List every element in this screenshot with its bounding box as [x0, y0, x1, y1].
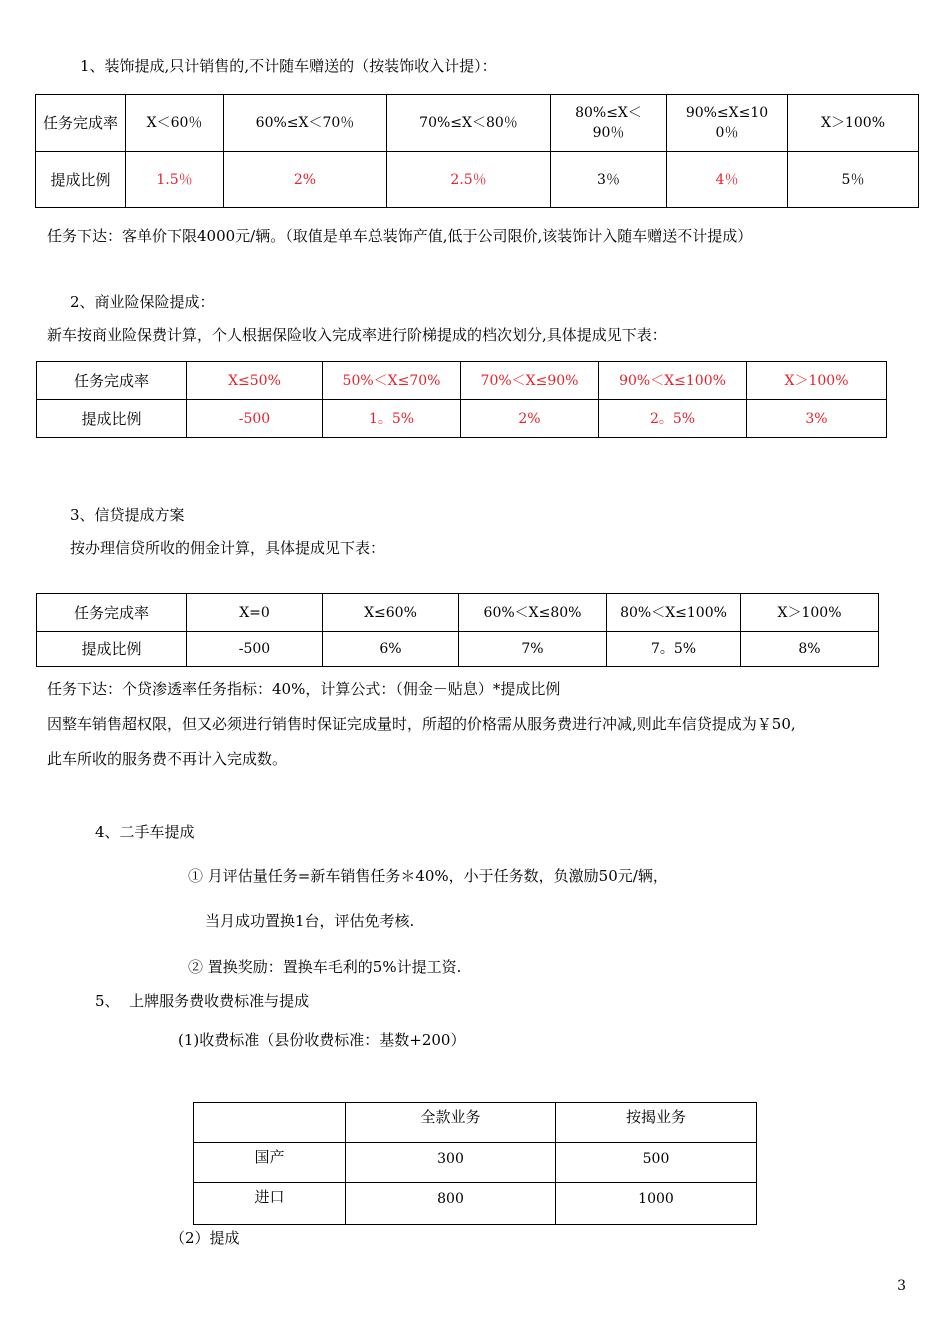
range-cell: X=0: [187, 594, 323, 632]
range-cell: 90%≤X≤100％: [667, 95, 788, 152]
section2-heading: 2、商业险保险提成：: [70, 293, 215, 311]
range-cell: X＞100%: [747, 362, 887, 400]
rate-cell: -500: [187, 400, 323, 438]
row-label-commission-rate: 提成比例: [36, 152, 126, 208]
section1-heading: 1、装饰提成,只计销售的,不计随车赠送的（按装饰收入计提）：: [80, 57, 497, 75]
range-cell: X≤60%: [323, 594, 459, 632]
section3-heading: 3、信贷提成方案: [70, 506, 185, 524]
rate-cell: -500: [187, 632, 323, 667]
rate-cell: 2%: [224, 152, 387, 208]
section5-sub1: (1)收费标准（县份收费标准：基数+200）: [178, 1031, 466, 1049]
section3-note3: 此车所收的服务费不再计入完成数。: [47, 750, 288, 768]
rate-cell: 1.5％: [126, 152, 224, 208]
rate-cell: 4％: [667, 152, 788, 208]
fee-cell: 800: [346, 1183, 556, 1225]
row-label-commission-rate: 提成比例: [37, 632, 187, 667]
row-label-commission-rate: 提成比例: [37, 400, 187, 438]
rate-cell: 8%: [741, 632, 879, 667]
row-label-imported: 进口: [194, 1183, 346, 1225]
section3-note1: 任务下达：个贷渗透率任务指标：40%，计算公式：（佣金－贴息）*提成比例: [47, 680, 561, 698]
section1-note: 任务下达：客单价下限4000元/辆。（取值是单车总装饰产值,低于公司限价,该装饰计入随车赠送不计提成）: [47, 227, 753, 245]
range-cell: 70%≤X＜80％: [387, 95, 551, 152]
section4-heading: 4、二手车提成: [95, 823, 195, 841]
section3-note2: 因整车销售超权限，但又必须进行销售时保证完成量时，所超的价格需从服务费进行冲减,则此车信贷提成为￥50,: [47, 715, 796, 733]
section5-heading: 5、 上牌服务费收费标准与提成: [95, 992, 310, 1010]
section2-intro: 新车按商业险保费计算，个人根据保险收入完成率进行阶梯提成的档次划分,具体提成见下表：: [47, 326, 667, 344]
page-number: 3: [897, 1278, 906, 1294]
plate-service-fee-table: [193, 1102, 757, 1225]
credit-commission-table: [36, 593, 879, 667]
range-cell: 50%＜X≤70%: [323, 362, 461, 400]
row-label-completion-rate: 任务完成率: [37, 594, 187, 632]
col-header-full-payment: 全款业务: [346, 1103, 556, 1143]
fee-cell: 1000: [556, 1183, 757, 1225]
insurance-commission-table: [36, 361, 887, 438]
range-cell: 80%≤X＜90％: [551, 95, 667, 152]
row-label-completion-rate: 任务完成率: [37, 362, 187, 400]
rate-cell: 7。5%: [607, 632, 741, 667]
range-cell: 90%＜X≤100%: [599, 362, 747, 400]
fee-cell: 300: [346, 1143, 556, 1183]
range-cell: X＞100%: [741, 594, 879, 632]
col-header-mortgage: 按揭业务: [556, 1103, 757, 1143]
range-cell: 60%＜X≤80%: [459, 594, 607, 632]
rate-cell: 2%: [461, 400, 599, 438]
row-label-domestic: 国产: [194, 1143, 346, 1183]
fee-cell: 500: [556, 1143, 757, 1183]
rate-cell: 7%: [459, 632, 607, 667]
rate-cell: 3%: [747, 400, 887, 438]
rate-cell: 2。5%: [599, 400, 747, 438]
section4-item1: ① 月评估量任务=新车销售任务＊40%，小于任务数，负激励50元/辆，: [188, 867, 668, 885]
range-cell: 60%≤X＜70％: [224, 95, 387, 152]
rate-cell: 1。5%: [323, 400, 461, 438]
section3-intro: 按办理信贷所收的佣金计算，具体提成见下表：: [70, 539, 386, 557]
decoration-commission-table: [35, 94, 919, 208]
section4-item1-cont: 当月成功置换1台，评估免考核.: [205, 912, 415, 930]
rate-cell: 2.5％: [387, 152, 551, 208]
range-cell: X≤50%: [187, 362, 323, 400]
row-label-completion-rate: 任务完成率: [36, 95, 126, 152]
rate-cell: 6%: [323, 632, 459, 667]
range-cell: 80%＜X≤100%: [607, 594, 741, 632]
range-cell: 70%＜X≤90%: [461, 362, 599, 400]
section5-sub2: （2）提成: [170, 1229, 240, 1247]
rate-cell: 5％: [788, 152, 919, 208]
section4-item2: ② 置换奖励：置换车毛利的5%计提工资.: [188, 958, 462, 976]
rate-cell: 3％: [551, 152, 667, 208]
range-cell: X＞100%: [788, 95, 919, 152]
range-cell: X＜60％: [126, 95, 224, 152]
empty-header-cell: [194, 1103, 346, 1143]
